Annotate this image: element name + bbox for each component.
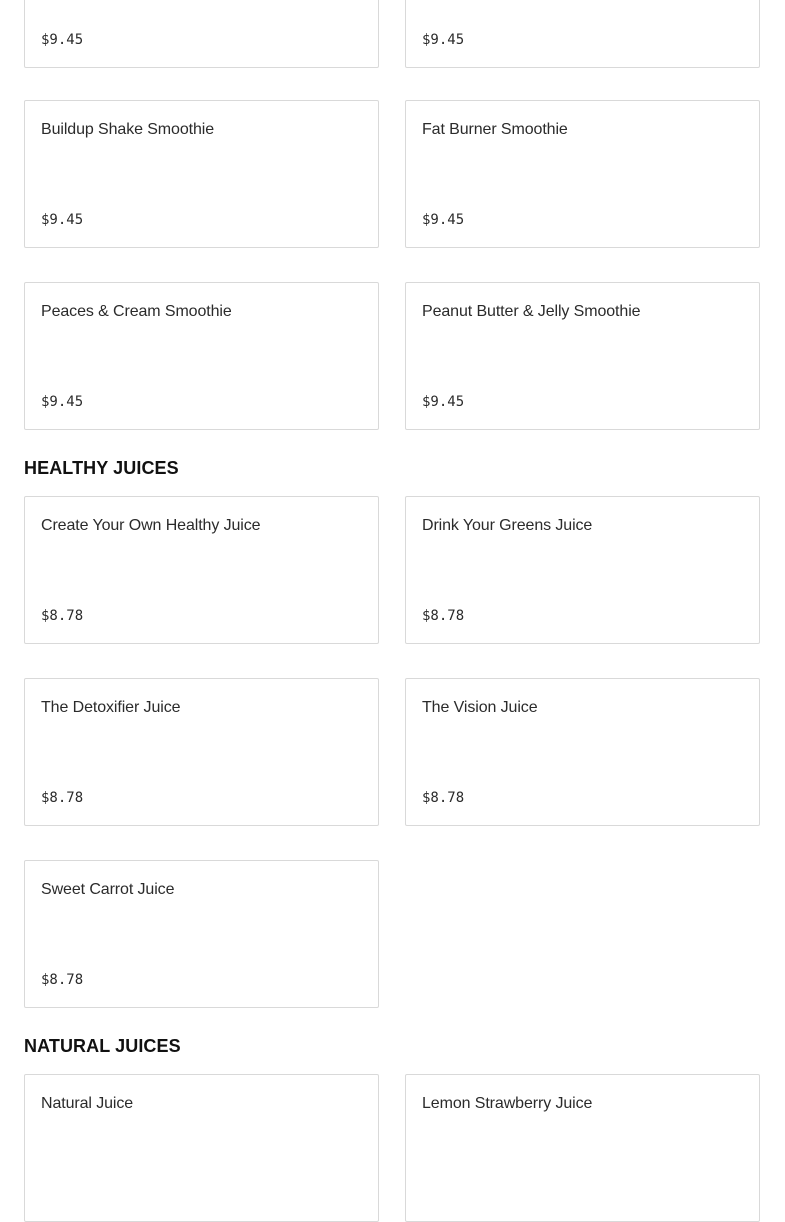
menu-item-name: Fat Burner Smoothie	[422, 121, 568, 138]
menu-item-price: $9.45	[41, 32, 84, 48]
menu-item-card[interactable]	[405, 100, 760, 248]
menu-item-card[interactable]	[24, 1074, 379, 1222]
menu-item-price: $8.78	[41, 972, 84, 988]
menu-item-name: Peaces & Cream Smoothie	[41, 303, 232, 320]
menu-item-name: Lemon Strawberry Juice	[422, 1095, 593, 1112]
menu-item-card[interactable]	[405, 496, 760, 644]
menu-item-price: $8.78	[422, 608, 465, 624]
menu-item-name: Natural Juice	[41, 1095, 134, 1112]
menu-item-price: $8.78	[41, 608, 84, 624]
menu-item-card[interactable]	[24, 282, 379, 430]
menu-item-price: $8.78	[422, 790, 465, 806]
menu-item-card[interactable]	[24, 100, 379, 248]
menu-item-card[interactable]	[405, 678, 760, 826]
menu-item-name: Buildup Shake Smoothie	[41, 121, 215, 138]
menu-item-price: $9.45	[422, 212, 465, 228]
menu-item-price: $9.45	[41, 212, 84, 228]
menu-item-name: Create Your Own Healthy Juice	[41, 517, 261, 534]
menu-item-card[interactable]	[405, 282, 760, 430]
menu-item-card[interactable]	[405, 0, 760, 68]
menu-item-name: Peanut Butter & Jelly Smoothie	[422, 303, 641, 320]
menu-item-name: Drink Your Greens Juice	[422, 517, 593, 534]
section-title-healthy-juices: HEALTHY JUICES	[24, 458, 179, 478]
menu-item-price: $9.45	[422, 394, 465, 410]
menu-item-price: $8.78	[41, 790, 84, 806]
section-title-natural-juices: NATURAL JUICES	[24, 1036, 181, 1056]
menu-item-card[interactable]	[405, 1074, 760, 1222]
menu-item-price: $9.45	[422, 32, 465, 48]
menu-item-card[interactable]	[24, 678, 379, 826]
menu-item-name: The Vision Juice	[422, 699, 538, 716]
menu-item-name: Sweet Carrot Juice	[41, 881, 175, 898]
menu-item-card[interactable]	[24, 496, 379, 644]
menu-item-name: The Detoxifier Juice	[41, 699, 181, 716]
menu-item-price: $9.45	[41, 394, 84, 410]
menu-item-card[interactable]	[24, 0, 379, 68]
menu-item-card[interactable]	[24, 860, 379, 1008]
